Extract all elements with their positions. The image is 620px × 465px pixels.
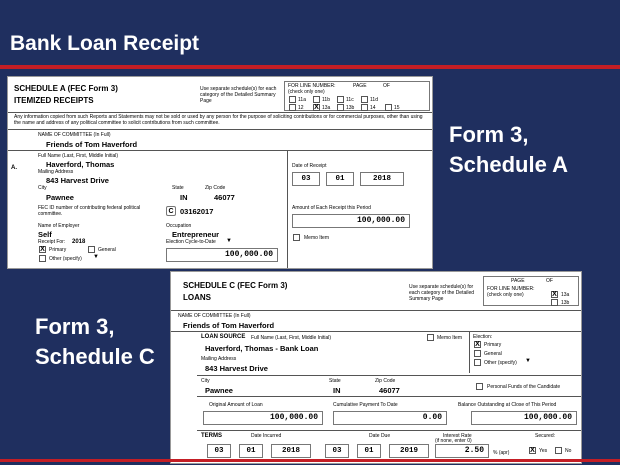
divider <box>469 331 470 373</box>
label-a-line2: Schedule A <box>449 152 568 177</box>
mailing-address-field[interactable]: 843 Harvest Drive <box>46 176 109 185</box>
line-13b-checkbox[interactable] <box>337 104 344 111</box>
line-number-label: FOR LINE NUMBER: <box>288 83 336 89</box>
primary-checkbox[interactable]: X <box>475 341 480 348</box>
interest-rate-sub: (if none, enter 0) <box>435 438 472 444</box>
committee-name-field[interactable]: Friends of Tom Haverford <box>46 140 138 149</box>
amount-label: Amount of Each Receipt this Period <box>292 205 371 211</box>
schedule-c-form <box>170 271 582 464</box>
state-label: State <box>172 185 184 191</box>
interest-rate-label: Interest Rate <box>443 433 472 439</box>
line-13a-label: 13a <box>561 292 570 298</box>
zip-field[interactable]: 46077 <box>379 386 400 395</box>
label-c-line2: Schedule C <box>35 344 155 369</box>
primary-checkbox[interactable]: X <box>40 246 45 253</box>
apr-label: % (apr) <box>493 450 510 456</box>
committee-name-field[interactable]: Friends of Tom Haverford <box>183 321 275 330</box>
other-checkbox[interactable] <box>474 359 481 366</box>
page-label: PAGE <box>353 83 367 89</box>
receipt-year-field[interactable]: 2018 <box>360 172 404 186</box>
incurred-day-field[interactable]: 01 <box>239 444 263 458</box>
line-11a-label: 11a <box>298 97 306 103</box>
personal-funds-label: Personal Funds of the Candidate <box>487 384 561 390</box>
other-label: Other (specify) <box>484 360 517 366</box>
divider <box>197 375 582 376</box>
label-a-line1: Form 3, <box>449 122 529 147</box>
committee-label: NAME OF COMMITTEE (In Full) <box>178 313 251 319</box>
zip-field[interactable]: 46077 <box>214 193 235 202</box>
zip-label: Zip Code <box>375 378 396 384</box>
slide-title: Bank Loan Receipt <box>10 32 200 55</box>
fec-id-field[interactable]: 03162017 <box>180 207 214 216</box>
interest-rate-field[interactable]: 2.50 <box>435 444 489 458</box>
memo-item-checkbox[interactable] <box>427 334 434 341</box>
loan-source-sub: Full Name (Last, First, Middle Initial) <box>251 335 332 341</box>
memo-item-label: Memo Item <box>437 335 463 341</box>
date-due-label: Date Due <box>369 433 391 439</box>
row-marker: A. <box>11 165 17 171</box>
memo-item-checkbox[interactable] <box>293 234 300 241</box>
line-11b-checkbox[interactable] <box>313 96 320 103</box>
general-label: General <box>98 247 116 253</box>
schedule-a-title: SCHEDULE A (FEC Form 3) <box>14 84 118 93</box>
primary-label: Primary <box>49 247 67 253</box>
line-13a-checkbox[interactable]: X <box>552 291 557 298</box>
secured-no-label: No <box>565 448 572 454</box>
balance-outstanding-field[interactable]: 100,000.00 <box>471 411 577 425</box>
label-c-line1: Form 3, <box>35 314 115 339</box>
cumulative-label: Cumulative Payment To Date <box>333 402 398 408</box>
election-label: Election: <box>473 334 493 340</box>
employer-field[interactable]: Self <box>38 230 52 239</box>
original-amount-field[interactable]: 100,000.00 <box>203 411 323 425</box>
divider <box>8 112 433 113</box>
receipt-for-year: 2018 <box>72 239 86 245</box>
personal-funds-checkbox[interactable] <box>476 383 483 390</box>
other-label: Other (specify) <box>49 256 82 262</box>
line-14-label: 14 <box>370 105 376 111</box>
due-year-field[interactable]: 2019 <box>389 444 429 458</box>
page-label: PAGE <box>511 278 525 284</box>
memo-item-label: Memo Item <box>304 235 330 241</box>
mailing-label: Mailing Address <box>38 169 74 175</box>
committee-label: NAME OF COMMITTEE (In Full) <box>38 132 111 138</box>
occupation-field[interactable]: Entrepreneur <box>172 230 220 239</box>
check-only-one: (check only one) <box>288 89 325 95</box>
line-11d-label: 11d <box>370 97 378 103</box>
line-11c-label: 11c <box>346 97 354 103</box>
chevron-down-icon[interactable]: ▼ <box>525 358 531 364</box>
divider <box>171 310 582 311</box>
line-13a-checkbox[interactable]: X <box>314 104 319 111</box>
balance-label: Balance Outstanding at Close of This Period <box>458 402 557 408</box>
divider <box>197 430 582 431</box>
city-label: City <box>201 378 210 384</box>
incurred-month-field[interactable]: 03 <box>207 444 231 458</box>
line-15-checkbox[interactable] <box>385 104 392 111</box>
divider <box>8 129 433 130</box>
chevron-down-icon[interactable]: ▼ <box>93 254 99 260</box>
original-amount-label: Original Amount of Loan <box>209 402 263 408</box>
full-name-label: Full Name (Last, First, Middle Initial) <box>38 153 119 159</box>
fec-id-prefix: C <box>166 206 176 216</box>
separate-schedule-note: Use separate schedule(s) for each category of the Detailed Summary Page <box>409 284 475 302</box>
date-of-receipt-label: Date of Receipt <box>292 163 327 169</box>
line-14-checkbox[interactable] <box>361 104 368 111</box>
general-checkbox[interactable] <box>88 246 95 253</box>
due-month-field[interactable]: 03 <box>325 444 349 458</box>
other-checkbox[interactable] <box>39 255 46 262</box>
schedule-a-subtitle: ITEMIZED RECEIPTS <box>14 96 94 105</box>
divider <box>8 150 433 151</box>
receipt-month-field[interactable]: 03 <box>292 172 320 186</box>
line-13b-label: 13b <box>346 105 355 111</box>
of-label: OF <box>383 83 390 89</box>
full-name-field[interactable]: Haverford, Thomas <box>46 160 115 169</box>
cycle-label: Election Cycle-to-Date <box>166 239 216 245</box>
separate-schedule-note: Use separate schedule(s) for each category of the Detailed Summary Page <box>200 86 277 104</box>
general-checkbox[interactable] <box>474 350 481 357</box>
loan-source-field[interactable]: Haverford, Thomas - Bank Loan <box>205 344 319 353</box>
secured-yes-checkbox[interactable]: X <box>530 447 535 454</box>
zip-label: Zip Code <box>205 185 226 191</box>
schedule-c-title: SCHEDULE C (FEC Form 3) <box>183 281 288 290</box>
city-label: City <box>38 185 47 191</box>
divider <box>287 150 288 269</box>
mailing-label: Mailing Address <box>201 356 237 362</box>
of-label: OF <box>546 278 553 284</box>
loan-source-label: LOAN SOURCE <box>201 334 246 340</box>
date-incurred-label: Date Incurred <box>251 433 282 439</box>
form3-schedule-a-label <box>449 120 568 180</box>
cycle-to-date-field[interactable]: 100,000.00 <box>166 248 278 262</box>
secured-label: Secured: <box>535 433 556 439</box>
primary-label: Primary <box>484 342 502 348</box>
divider <box>197 396 582 397</box>
terms-label: TERMS <box>201 433 222 439</box>
bottom-divider <box>0 459 620 462</box>
receipt-for-label: Receipt For: <box>38 239 66 245</box>
divider <box>171 331 582 332</box>
chevron-down-icon[interactable]: ▼ <box>226 238 232 244</box>
disclaimer-text: Any information copied from such Reports and Statements may not be sold or used by any person for the purpose of soliciting contributions or for commercial purposes, other than using the name and address of any political committee to solicit contributions from such committee. <box>14 114 423 126</box>
state-field[interactable]: IN <box>180 193 188 202</box>
cumulative-payment-field[interactable]: 0.00 <box>333 411 447 425</box>
incurred-year-field[interactable]: 2018 <box>271 444 311 458</box>
state-field[interactable]: IN <box>333 386 341 395</box>
line-13b-label: 13b <box>561 300 570 306</box>
line-13a-label: 13a <box>322 105 331 111</box>
line-13b-checkbox[interactable] <box>551 299 558 306</box>
line-number-label: FOR LINE NUMBER: <box>487 286 535 292</box>
line-11a-checkbox[interactable] <box>289 96 296 103</box>
schedule-a-form <box>7 76 433 269</box>
general-label: General <box>484 351 502 357</box>
employer-label: Name of Employer <box>38 223 80 229</box>
line-11d-checkbox[interactable] <box>361 96 368 103</box>
title-divider <box>0 65 620 69</box>
mailing-address-field[interactable]: 843 Harvest Drive <box>205 364 268 373</box>
line-11b-label: 11b <box>322 97 330 103</box>
line-15-label: 15 <box>394 105 400 111</box>
line-12-checkbox[interactable] <box>289 104 296 111</box>
occupation-label: Occupation <box>166 223 192 229</box>
line-11c-checkbox[interactable] <box>337 96 344 103</box>
line-12-label: 12 <box>298 105 304 111</box>
form3-schedule-c-label <box>35 312 155 372</box>
state-label: State <box>329 378 341 384</box>
receipt-amount-field[interactable]: 100,000.00 <box>292 214 410 228</box>
check-only-one: (check only one) <box>487 292 524 298</box>
receipt-day-field[interactable]: 01 <box>326 172 354 186</box>
secured-no-checkbox[interactable] <box>555 447 562 454</box>
city-field[interactable]: Pawnee <box>46 193 74 202</box>
secured-yes-label: Yes <box>539 448 548 454</box>
due-day-field[interactable]: 01 <box>357 444 381 458</box>
schedule-c-subtitle: LOANS <box>183 293 211 302</box>
fec-id-label: FEC ID number of contributing federal political committee. <box>38 205 141 217</box>
city-field[interactable]: Pawnee <box>205 386 233 395</box>
